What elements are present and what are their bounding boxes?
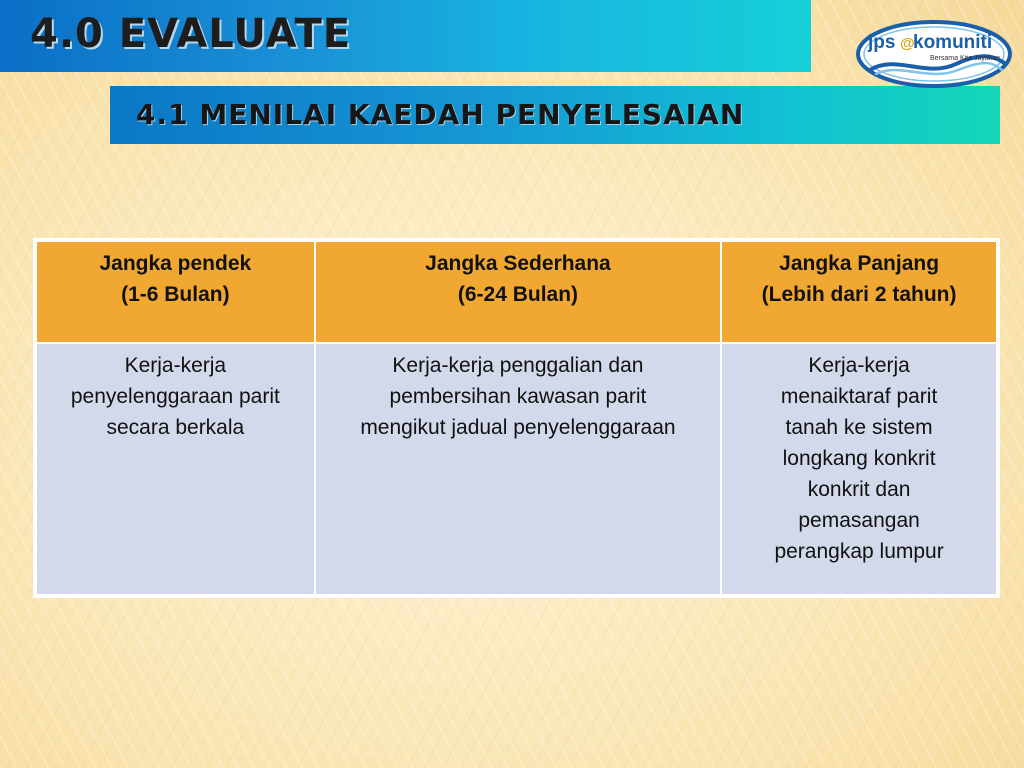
header-label: Jangka Panjang [779, 252, 940, 275]
header-label: Jangka pendek [99, 252, 252, 275]
header-sublabel: (6-24 Bulan) [457, 283, 579, 306]
cell-line: Kerja-kerja penggalian dan [392, 354, 644, 377]
header-cell-medium-term [315, 241, 722, 343]
slide-title: 4.0 EVALUATE [30, 11, 352, 57]
cell-line: penyelenggaraan parit [70, 385, 280, 408]
title-banner [0, 0, 811, 72]
table-header-row [36, 241, 997, 343]
cell-line: longkang konkrit [782, 447, 936, 470]
cell-line: secara berkala [106, 416, 245, 439]
slide-subtitle: 4.1 MENILAI KAEDAH PENYELESAIAN [136, 98, 745, 131]
cell-line: menaiktaraf parit [780, 385, 938, 408]
cell-line: konkrit dan [807, 478, 911, 501]
cell-medium-term [315, 343, 722, 595]
cell-long-term [721, 343, 997, 595]
header-label: Jangka Sederhana [425, 252, 611, 275]
logo-graphic [856, 18, 1016, 88]
cell-line: mengikut jadual penyelenggaraan [360, 416, 676, 439]
cell-short-term [36, 343, 315, 595]
subtitle-banner [110, 86, 1000, 144]
cell-line: pemasangan [798, 509, 920, 532]
logo-text-jps: jps [868, 32, 896, 53]
table-row [36, 343, 997, 595]
logo-text-at: @ [900, 35, 915, 52]
header-cell-long-term [721, 241, 997, 343]
cell-line: tanah ke sistem [785, 416, 933, 439]
jps-komuniti-logo [856, 18, 1016, 88]
header-sublabel: (Lebih dari 2 tahun) [761, 283, 957, 306]
cell-line: pembersihan kawasan parit [389, 385, 647, 408]
cell-line: Kerja-kerja [124, 354, 227, 377]
header-sublabel: (1-6 Bulan) [121, 283, 230, 306]
data-table [35, 240, 998, 596]
cell-line: Kerja-kerja [808, 354, 910, 377]
cell-line: perangkap lumpur [774, 540, 944, 563]
solution-methods-table [33, 238, 1000, 598]
logo-text-komuniti: komuniti [913, 32, 993, 53]
logo-tagline: Bersama Kita Jayakan [930, 55, 1001, 62]
header-cell-short-term [36, 241, 315, 343]
